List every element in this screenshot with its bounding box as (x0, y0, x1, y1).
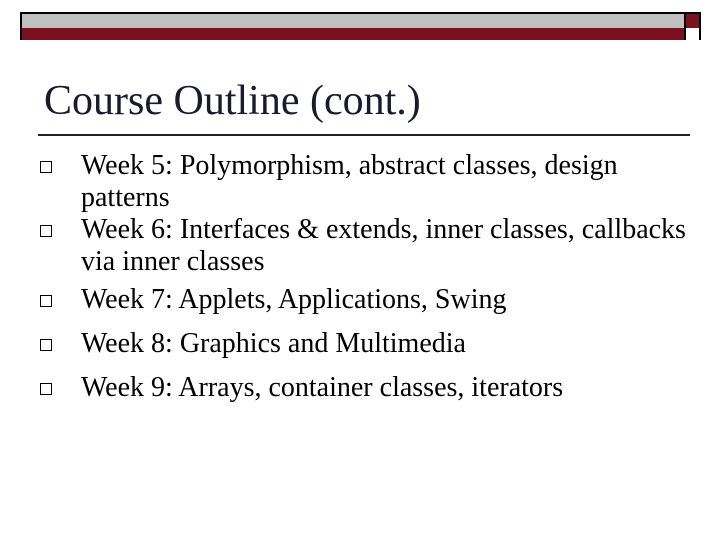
bullet-item (40, 214, 690, 278)
bullet-text: Week 6: Interfaces & extends, inner classes, callbacks via inner classes (81, 214, 686, 277)
title-divider (38, 134, 690, 136)
hollow-square-bullet-icon (40, 225, 52, 237)
bullet-item (40, 150, 690, 214)
slide-title: Course Outline (cont.) (44, 78, 421, 124)
bullet-item (40, 372, 690, 416)
hollow-square-bullet-icon (40, 383, 52, 395)
top-bar-corner-fill (686, 14, 699, 28)
top-decorative-bar (20, 12, 701, 40)
bullet-text: Week 5: Polymorphism, abstract classes, design patterns (81, 150, 618, 213)
bullet-item (40, 278, 690, 324)
hollow-square-bullet-icon (40, 339, 52, 351)
hollow-square-bullet-icon (40, 161, 52, 173)
top-bar-corner-box (684, 14, 699, 40)
hollow-square-bullet-icon (40, 295, 52, 307)
bullet-text: Week 7: Applets, Applications, Swing (81, 284, 507, 315)
bullet-text: Week 8: Graphics and Multimedia (81, 328, 466, 359)
bullet-item (40, 324, 690, 372)
bullet-list (40, 150, 690, 416)
top-bar-accent-stripe (22, 28, 686, 40)
bullet-text: Week 9: Arrays, container classes, iterators (81, 372, 564, 403)
